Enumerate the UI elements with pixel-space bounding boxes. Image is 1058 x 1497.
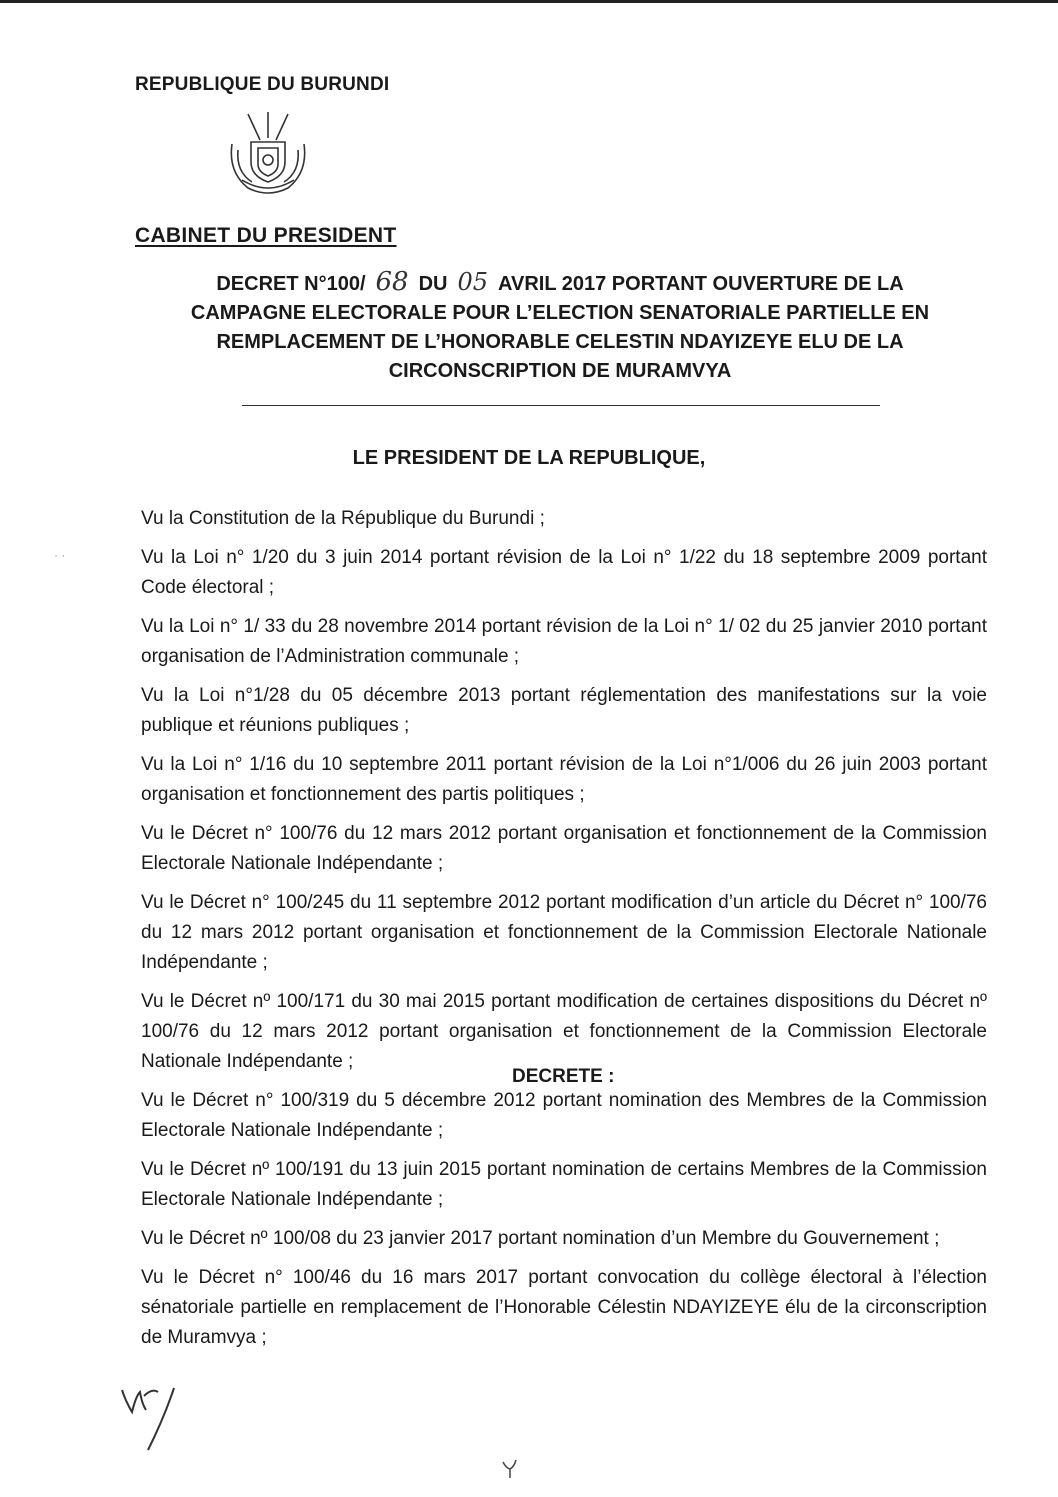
visa-paragraph: Vu le Décret nº 100/171 du 30 mai 2015 portant modification de certaines dispositions du Décret nº 100/76 du 12 mars 2012 portant organisation et fonctionnement de la Commission Electorale Nationale Indépendante ; xyxy=(141,991,987,1072)
visa-paragraph: Vu le Décret n° 100/245 du 11 septembre 2012 portant modification d’un article du Décret n° 100/76 du 12 mars 2012 portant organisation et fonctionnement de la Commission Electorale Nationale Indépendante ; xyxy=(141,892,987,973)
visa-paragraph: Vu la Loi n° 1/16 du 10 septembre 2011 portant révision de la Loi n°1/006 du 26 juin 2003 portant organisation et fonctionnement des partis politiques ; xyxy=(141,754,987,805)
visa-paragraph: Vu la Loi n° 1/20 du 3 juin 2014 portant révision de la Loi n° 1/22 du 18 septembre 2009 portant Code électoral ; xyxy=(141,547,987,598)
handwritten-decree-number: 68 xyxy=(375,267,409,297)
visa-paragraph: Vu la Constitution de la République du Burundi ; xyxy=(141,508,545,529)
visa-paragraph: Vu le Décret nº 100/191 du 13 juin 2015 portant nomination de certains Membres de la Commission Electorale Nationale Indépendante ; xyxy=(141,1159,987,1210)
country-heading: REPUBLIQUE DU BURUNDI xyxy=(135,74,390,95)
decrete-heading: DECRETE : xyxy=(512,1066,615,1087)
visa-paragraph: Vu le Décret n° 100/46 du 16 mars 2017 portant convocation du collège électoral à l’élection sénatoriale partielle en remplacement de l’Honorable Célestin NDAYIZEYE élu de la circonscription de Muramvya ; xyxy=(141,1267,987,1348)
president-heading: LE PRESIDENT DE LA REPUBLIQUE, xyxy=(352,447,706,469)
visa-paragraph: Vu le Décret nº 100/08 du 23 janvier 2017 portant nomination d’un Membre du Gouvernement ; xyxy=(141,1228,940,1249)
visa-paragraph: Vu la Loi n°1/28 du 05 décembre 2013 portant réglementation des manifestations sur la voie publique et réunions publiques ; xyxy=(141,685,987,736)
decree-title-line-3: REMPLACEMENT DE L’HONORABLE CELESTIN NDAYIZEYE ELU DE LA xyxy=(216,331,904,353)
visa-paragraph: Vu le Décret n° 100/76 du 12 mars 2012 portant organisation et fonctionnement de la Commission Electorale Nationale Indépendante ; xyxy=(141,823,987,874)
visa-paragraph: Vu le Décret n° 100/319 du 5 décembre 2012 portant nomination des Membres de la Commission Electorale Nationale Indépendante ; xyxy=(141,1090,987,1141)
decree-title-line-1 xyxy=(130,268,990,299)
scan-speck: · · xyxy=(54,548,66,562)
decree-title-line-1-rest: AVRIL 2017 PORTANT OUVERTURE DE LA xyxy=(498,273,904,295)
visa-paragraph: Vu la Loi n° 1/ 33 du 28 novembre 2014 portant révision de la Loi n° 1/ 02 du 25 janvier 2010 portant organisation de l’Administration communale ; xyxy=(141,616,987,667)
title-divider xyxy=(242,405,880,406)
handwritten-page-mark xyxy=(500,1458,520,1480)
handwritten-decree-day: 05 xyxy=(457,268,489,296)
top-scan-edge xyxy=(0,0,1058,3)
decree-title-line-4: CIRCONSCRIPTION DE MURAMVYA xyxy=(388,360,732,382)
decree-number-prefix: DECRET N°100/ xyxy=(216,273,366,295)
decree-title-line-2: CAMPAGNE ELECTORALE POUR L’ELECTION SENATORIALE PARTIELLE EN xyxy=(190,302,930,324)
decree-title xyxy=(130,268,990,386)
decree-du: DU xyxy=(418,273,448,295)
office-heading: CABINET DU PRESIDENT xyxy=(135,224,397,247)
visa-list xyxy=(141,504,987,1362)
handwritten-initials-signature xyxy=(118,1382,178,1454)
burundi-coat-of-arms-icon xyxy=(218,110,318,198)
